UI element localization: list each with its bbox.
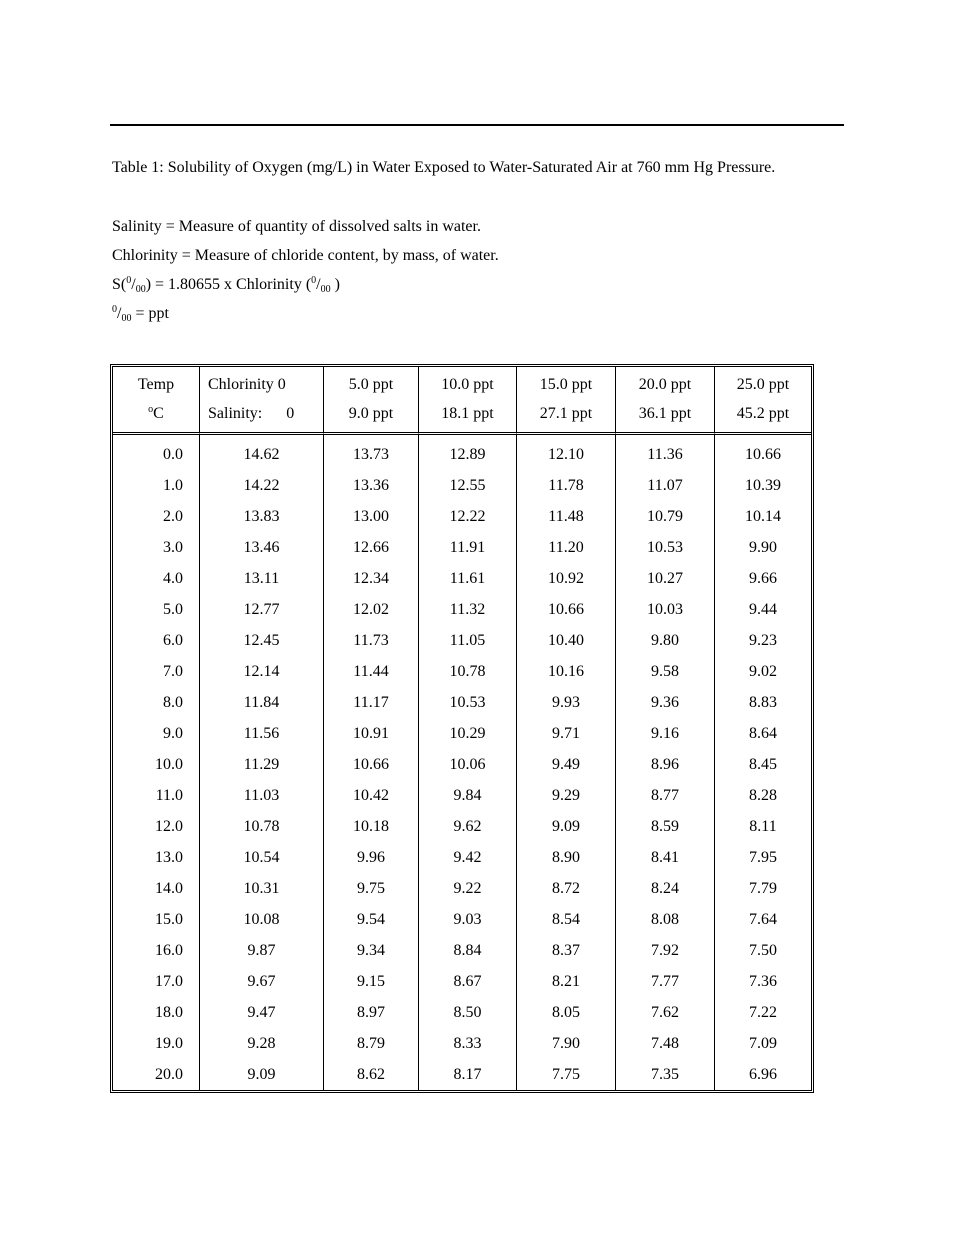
salinity-formula: $S(^0/_{00}) = 1.80655$ x Chlorinity ($^0/_{00}$ ) bbox=[112, 275, 340, 295]
solubility-cell: 6.96 bbox=[749, 1065, 777, 1083]
solubility-cell: 8.67 bbox=[419, 966, 517, 997]
solubility-cell: 9.47 bbox=[200, 997, 324, 1028]
solubility-cell: 10.16 bbox=[517, 656, 616, 687]
solubility-cell: 10.29 bbox=[419, 718, 517, 749]
table-row bbox=[113, 935, 811, 966]
solubility-cell: 10.79 bbox=[616, 501, 715, 532]
solubility-cell: 8.79 bbox=[324, 1028, 419, 1059]
solubility-cell: 9.54 bbox=[324, 904, 419, 935]
temp-cell: 9.0 bbox=[113, 718, 200, 749]
temp-cell: 1.0 bbox=[113, 470, 200, 501]
solubility-cell: 9.02 bbox=[749, 662, 777, 680]
table-row bbox=[113, 780, 811, 811]
solubility-cell: 9.67 bbox=[200, 966, 324, 997]
solubility-cell: 8.17 bbox=[419, 1059, 517, 1090]
table-row bbox=[113, 904, 811, 935]
solubility-cell: 10.08 bbox=[200, 904, 324, 935]
table-body bbox=[113, 435, 811, 1090]
solubility-cell: 10.78 bbox=[419, 656, 517, 687]
temp-cell: 12.0 bbox=[113, 811, 200, 842]
header-chlorinity-20: 20.0 ppt bbox=[616, 367, 715, 399]
solubility-cell: 13.73 bbox=[324, 435, 419, 470]
solubility-cell: 8.59 bbox=[616, 811, 715, 842]
solubility-cell: 9.03 bbox=[419, 904, 517, 935]
solubility-cell: 8.37 bbox=[517, 935, 616, 966]
solubility-cell: 10.18 bbox=[324, 811, 419, 842]
solubility-cell: 11.84 bbox=[200, 687, 324, 718]
solubility-cell: 7.62 bbox=[616, 997, 715, 1028]
solubility-cell: 12.89 bbox=[419, 435, 517, 470]
solubility-cell: 9.90 bbox=[749, 538, 777, 556]
solubility-cell: 8.72 bbox=[517, 873, 616, 904]
solubility-cell: 14.22 bbox=[200, 470, 324, 501]
solubility-cell: 9.36 bbox=[616, 687, 715, 718]
header-salinity-18: 18.1 ppt bbox=[419, 399, 517, 435]
solubility-cell: 9.87 bbox=[200, 935, 324, 966]
solubility-cell: 11.73 bbox=[324, 625, 419, 656]
temp-cell: 16.0 bbox=[113, 935, 200, 966]
solubility-cell: 9.71 bbox=[517, 718, 616, 749]
solubility-cell: 9.49 bbox=[517, 749, 616, 780]
temp-cell: 19.0 bbox=[113, 1028, 200, 1059]
solubility-cell: 10.14 bbox=[745, 507, 781, 525]
solubility-cell: 9.23 bbox=[749, 631, 777, 649]
solubility-cell: 7.79 bbox=[749, 879, 777, 897]
table-row bbox=[113, 532, 811, 563]
solubility-cell: 8.90 bbox=[517, 842, 616, 873]
header-chlorinity-10: 10.0 ppt bbox=[419, 367, 517, 399]
solubility-cell: 9.44 bbox=[749, 600, 777, 618]
solubility-cell: 11.36 bbox=[616, 435, 715, 470]
solubility-cell: 9.42 bbox=[419, 842, 517, 873]
solubility-cell: 7.95 bbox=[749, 848, 777, 866]
solubility-cell: 12.02 bbox=[324, 594, 419, 625]
solubility-cell: 9.16 bbox=[616, 718, 715, 749]
solubility-cell: 11.44 bbox=[324, 656, 419, 687]
temp-cell: 6.0 bbox=[113, 625, 200, 656]
solubility-cell: 10.66 bbox=[517, 594, 616, 625]
header-salinity-27: 27.1 ppt bbox=[517, 399, 616, 435]
table-row bbox=[113, 873, 811, 904]
solubility-cell: 9.34 bbox=[324, 935, 419, 966]
table-row bbox=[113, 470, 811, 501]
solubility-cell: 9.62 bbox=[419, 811, 517, 842]
table-row bbox=[113, 625, 811, 656]
header-chlorinity-15: 15.0 ppt bbox=[517, 367, 616, 399]
temp-cell: 8.0 bbox=[113, 687, 200, 718]
solubility-cell: 13.00 bbox=[324, 501, 419, 532]
solubility-cell: 8.84 bbox=[419, 935, 517, 966]
solubility-cell: 9.58 bbox=[616, 656, 715, 687]
solubility-cell: 9.09 bbox=[200, 1059, 324, 1090]
table-row bbox=[113, 656, 811, 687]
solubility-cell: 10.91 bbox=[324, 718, 419, 749]
solubility-cell: 10.31 bbox=[200, 873, 324, 904]
table-row bbox=[113, 966, 811, 997]
solubility-cell: 13.46 bbox=[200, 532, 324, 563]
table-header bbox=[113, 367, 811, 435]
temp-cell: 5.0 bbox=[113, 594, 200, 625]
solubility-cell: 8.54 bbox=[517, 904, 616, 935]
table-row bbox=[113, 749, 811, 780]
table-row bbox=[113, 594, 811, 625]
table-row bbox=[113, 842, 811, 873]
solubility-cell: 7.22 bbox=[749, 1003, 777, 1021]
solubility-cell: 10.53 bbox=[419, 687, 517, 718]
solubility-cell: 11.32 bbox=[419, 594, 517, 625]
solubility-cell: 10.42 bbox=[324, 780, 419, 811]
solubility-cell: 11.48 bbox=[517, 501, 616, 532]
solubility-cell: 11.29 bbox=[200, 749, 324, 780]
header-salinity-9: 9.0 ppt bbox=[324, 399, 419, 435]
solubility-cell: 10.54 bbox=[200, 842, 324, 873]
solubility-cell: 8.50 bbox=[419, 997, 517, 1028]
solubility-cell: 12.55 bbox=[419, 470, 517, 501]
solubility-cell: 8.28 bbox=[749, 786, 777, 804]
solubility-cell: 10.92 bbox=[517, 563, 616, 594]
top-rule bbox=[110, 124, 844, 126]
solubility-cell: 12.45 bbox=[200, 625, 324, 656]
solubility-cell: 8.83 bbox=[749, 693, 777, 711]
temp-cell: 15.0 bbox=[113, 904, 200, 935]
solubility-cell: 11.61 bbox=[419, 563, 517, 594]
solubility-cell: 9.66 bbox=[749, 569, 777, 587]
solubility-cell: 8.62 bbox=[324, 1059, 419, 1090]
solubility-cell: 11.78 bbox=[517, 470, 616, 501]
solubility-cell: 8.08 bbox=[616, 904, 715, 935]
solubility-cell: 9.09 bbox=[517, 811, 616, 842]
ppt-definition: $^0/_{00}$ = ppt bbox=[112, 304, 169, 324]
temp-cell: 4.0 bbox=[113, 563, 200, 594]
solubility-cell: 10.66 bbox=[324, 749, 419, 780]
oxygen-solubility-table bbox=[110, 364, 814, 1093]
table-caption: Table 1: Solubility of Oxygen (mg/L) in Water Exposed to Water-Saturated Air at 760 mm Hg Pressure. bbox=[112, 159, 776, 176]
header-chlorinity-5: 5.0 ppt bbox=[324, 367, 419, 399]
solubility-cell: 10.06 bbox=[419, 749, 517, 780]
solubility-cell: 10.39 bbox=[745, 476, 781, 494]
temp-cell: 11.0 bbox=[113, 780, 200, 811]
solubility-cell: 9.75 bbox=[324, 873, 419, 904]
solubility-cell: 11.17 bbox=[324, 687, 419, 718]
solubility-cell: 7.64 bbox=[749, 910, 777, 928]
solubility-cell: 13.36 bbox=[324, 470, 419, 501]
temp-cell: 14.0 bbox=[113, 873, 200, 904]
solubility-cell: 8.97 bbox=[324, 997, 419, 1028]
temp-cell: 7.0 bbox=[113, 656, 200, 687]
solubility-cell: 11.20 bbox=[517, 532, 616, 563]
solubility-cell: 13.11 bbox=[200, 563, 324, 594]
solubility-cell: 11.07 bbox=[616, 470, 715, 501]
header-chlorinity-25: 25.0 ppt bbox=[736, 375, 790, 393]
header-salinity-0: Salinity: 0 bbox=[200, 399, 324, 435]
temp-cell: 2.0 bbox=[113, 501, 200, 532]
header-salinity-36: 36.1 ppt bbox=[616, 399, 715, 435]
solubility-cell: 9.96 bbox=[324, 842, 419, 873]
solubility-cell: 8.05 bbox=[517, 997, 616, 1028]
table-row bbox=[113, 1028, 811, 1059]
header-chlorinity-0: Chlorinity 0 bbox=[200, 367, 324, 399]
header-temp-unit: $^o$C bbox=[113, 399, 200, 435]
header-salinity-45: 45.2 ppt bbox=[715, 399, 811, 435]
solubility-cell: 7.36 bbox=[749, 972, 777, 990]
table-row bbox=[113, 718, 811, 749]
solubility-cell: 8.11 bbox=[749, 817, 777, 835]
solubility-cell: 8.77 bbox=[616, 780, 715, 811]
solubility-cell: 10.27 bbox=[616, 563, 715, 594]
solubility-cell: 7.75 bbox=[517, 1059, 616, 1090]
solubility-cell: 12.77 bbox=[200, 594, 324, 625]
solubility-cell: 11.56 bbox=[200, 718, 324, 749]
header-temp: Temp bbox=[113, 367, 200, 399]
table-row bbox=[113, 687, 811, 718]
temp-cell: 10.0 bbox=[113, 749, 200, 780]
solubility-cell: 12.10 bbox=[517, 435, 616, 470]
solubility-cell: 14.62 bbox=[200, 435, 324, 470]
solubility-cell: 8.45 bbox=[749, 755, 777, 773]
solubility-cell: 8.33 bbox=[419, 1028, 517, 1059]
solubility-cell: 7.35 bbox=[616, 1059, 715, 1090]
temp-cell: 18.0 bbox=[113, 997, 200, 1028]
solubility-cell: 8.64 bbox=[749, 724, 777, 742]
solubility-cell: 12.22 bbox=[419, 501, 517, 532]
solubility-cell: 11.03 bbox=[200, 780, 324, 811]
solubility-cell: 10.53 bbox=[616, 532, 715, 563]
table-row bbox=[113, 997, 811, 1028]
temp-cell: 13.0 bbox=[113, 842, 200, 873]
temp-cell: 0.0 bbox=[113, 435, 200, 470]
solubility-cell: 11.91 bbox=[419, 532, 517, 563]
header-row-salinity bbox=[113, 399, 811, 435]
solubility-cell: 10.40 bbox=[517, 625, 616, 656]
temp-cell: 17.0 bbox=[113, 966, 200, 997]
solubility-cell: 7.77 bbox=[616, 966, 715, 997]
solubility-cell: 8.24 bbox=[616, 873, 715, 904]
solubility-cell: 8.96 bbox=[616, 749, 715, 780]
solubility-cell: 10.78 bbox=[200, 811, 324, 842]
table-row bbox=[113, 811, 811, 842]
solubility-cell: 8.41 bbox=[616, 842, 715, 873]
chlorinity-definition: Chlorinity = Measure of chloride content, by mass, of water. bbox=[112, 247, 499, 264]
solubility-cell: 7.09 bbox=[749, 1034, 777, 1052]
solubility-cell: 9.84 bbox=[419, 780, 517, 811]
solubility-cell: 9.93 bbox=[517, 687, 616, 718]
solubility-cell: 13.83 bbox=[200, 501, 324, 532]
solubility-cell: 7.50 bbox=[749, 941, 777, 959]
solubility-cell: 9.28 bbox=[200, 1028, 324, 1059]
solubility-cell: 9.15 bbox=[324, 966, 419, 997]
solubility-cell: 11.05 bbox=[419, 625, 517, 656]
salinity-definition: Salinity = Measure of quantity of dissolved salts in water. bbox=[112, 218, 481, 235]
table-row bbox=[113, 435, 811, 470]
solubility-cell: 9.29 bbox=[517, 780, 616, 811]
solubility-cell: 12.34 bbox=[324, 563, 419, 594]
header-row-chlorinity bbox=[113, 367, 811, 399]
solubility-cell: 9.80 bbox=[616, 625, 715, 656]
solubility-cell: 7.90 bbox=[517, 1028, 616, 1059]
solubility-cell: 9.22 bbox=[419, 873, 517, 904]
table-row bbox=[113, 563, 811, 594]
table-row bbox=[113, 501, 811, 532]
solubility-cell: 12.66 bbox=[324, 532, 419, 563]
solubility-cell: 12.14 bbox=[200, 656, 324, 687]
table-row bbox=[113, 1059, 811, 1090]
temp-cell: 3.0 bbox=[113, 532, 200, 563]
solubility-cell: 7.92 bbox=[616, 935, 715, 966]
solubility-cell: 7.48 bbox=[616, 1028, 715, 1059]
solubility-cell: 8.21 bbox=[517, 966, 616, 997]
temp-cell: 20.0 bbox=[113, 1059, 200, 1090]
solubility-cell: 10.66 bbox=[745, 445, 781, 463]
solubility-cell: 10.03 bbox=[616, 594, 715, 625]
